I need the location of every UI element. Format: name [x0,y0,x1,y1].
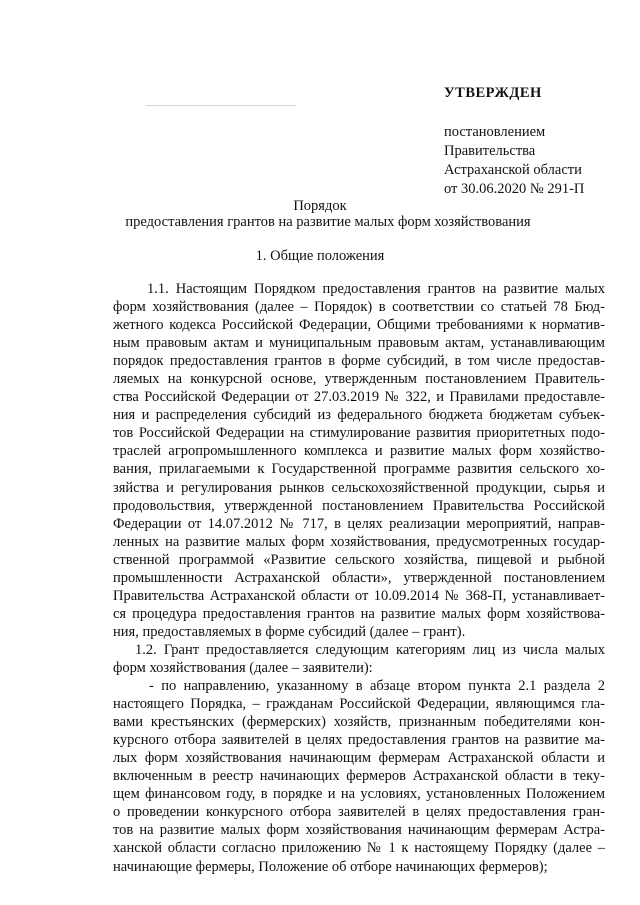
document-title: Порядок [293,198,347,214]
body-line: - по направлению, указанному в абзаце втором пункта 2.1 раздела 2 [149,678,605,695]
body-line: Правительства Астраханской области от 10.09.2014 № 368-П, устанавливает- [113,587,605,604]
body-line: включенным в реестр начинающих фермеров Астраханской области в теку- [113,768,605,785]
body-line: щем финансовом году, в порядке и на условиях, установленных Положением [113,786,605,803]
document-subtitle: предоставления грантов на развитие малых форм хозяйствования [125,214,531,230]
body-line: промышленности Астраханской области», утвержденной постановлением [113,569,605,586]
body-line: о проведении конкурсного отбора заявителей в целях предоставления гран- [113,804,605,821]
approval-line-1: постановлением [444,124,546,140]
scan-artifact-line [146,105,296,106]
body-line: Федерации от 14.07.2012 № 717, в целях реализации мероприятий, направ- [113,515,605,532]
body-line: ния, предоставляемых в форме субсидий (далее – грант). [113,623,466,640]
approval-line-4: от 30.06.2020 № 291-П [444,181,585,197]
approval-heading: УТВЕРЖДЕН [444,85,542,101]
body-line: продовольствия, утвержденной постановлением Правительства Российской [113,497,605,514]
body-line: форм хозяйствования (далее – заявители): [113,659,373,676]
body-line: вами крестьянских (фермерских) хозяйств, признанным победителями кон- [113,714,605,731]
body-line: 1.2. Грант предоставляется следующим категориям лиц из числа малых [135,641,605,658]
body-line: ным правовым актам и муниципальным правовым актам, устанавливающим [113,335,605,352]
body-line: начинающие фермеры, Положение об отборе начинающих фермеров); [113,858,548,875]
approval-line-2: Правительства [444,143,536,159]
approval-stamp [444,84,634,199]
body-line: ляемых на конкурсной основе, утвержденным постановлением Правитель- [113,371,605,388]
body-line: ся процедура предоставления грантов на развитие малых форм хозяйствова- [113,605,605,622]
body-line: курсного отбора заявителей в целях предоставления грантов на развитие ма- [113,732,605,749]
document-body [113,280,605,876]
body-line: ленных на развитие малых форм хозяйствования, предусмотренных государ- [113,533,605,550]
body-line: форм хозяйствования (далее – Порядок) в соответствии со статьей 78 Бюд- [113,299,605,316]
body-line: зяйства и регулирования рынков сельскохозяйственной продукции, сырья и [113,479,605,496]
body-line: тов на развитие малых форм хозяйствования начинающим фермерам Астра- [113,822,605,839]
body-line: ния и распределения субсидий из федерального бюджета бюджетам субъек- [113,407,605,424]
body-line: вания, прилагаемыми к Государственной программе развития сельского хо- [113,461,605,478]
body-line: настоящего Порядка, – гражданам Российской Федерации, являющимся гла- [113,696,605,713]
body-line: ханской области согласно приложению № 1 к настоящему Порядку (далее – [113,840,605,857]
approval-line-3: Астраханской области [444,162,582,178]
body-line: порядок предоставления грантов в форме субсидий, в том числе предостав- [113,353,605,370]
body-line: 1.1. Настоящим Порядком предоставления грантов на развитие малых [147,281,605,297]
body-line: ства Российской Федерации от 27.03.2019 № 322, и Правилами предоставле- [113,389,605,406]
body-line: тов Российской Федерации на стимулирование развития приоритетных подо- [113,425,605,442]
body-line: жетного кодекса Российской Федерации, Общими требованиями к норматив- [113,317,605,334]
body-line: траслей агропромышленного комплекса и развитие малых форм хозяйство- [113,443,605,460]
body-line: лых форм хозяйствования начинающим фермерам Астраханской области и [113,750,605,767]
section-heading: 1. Общие положения [255,248,385,264]
body-line: ственной программой «Развитие сельского хозяйства, пищевой и рыбной [113,551,605,568]
